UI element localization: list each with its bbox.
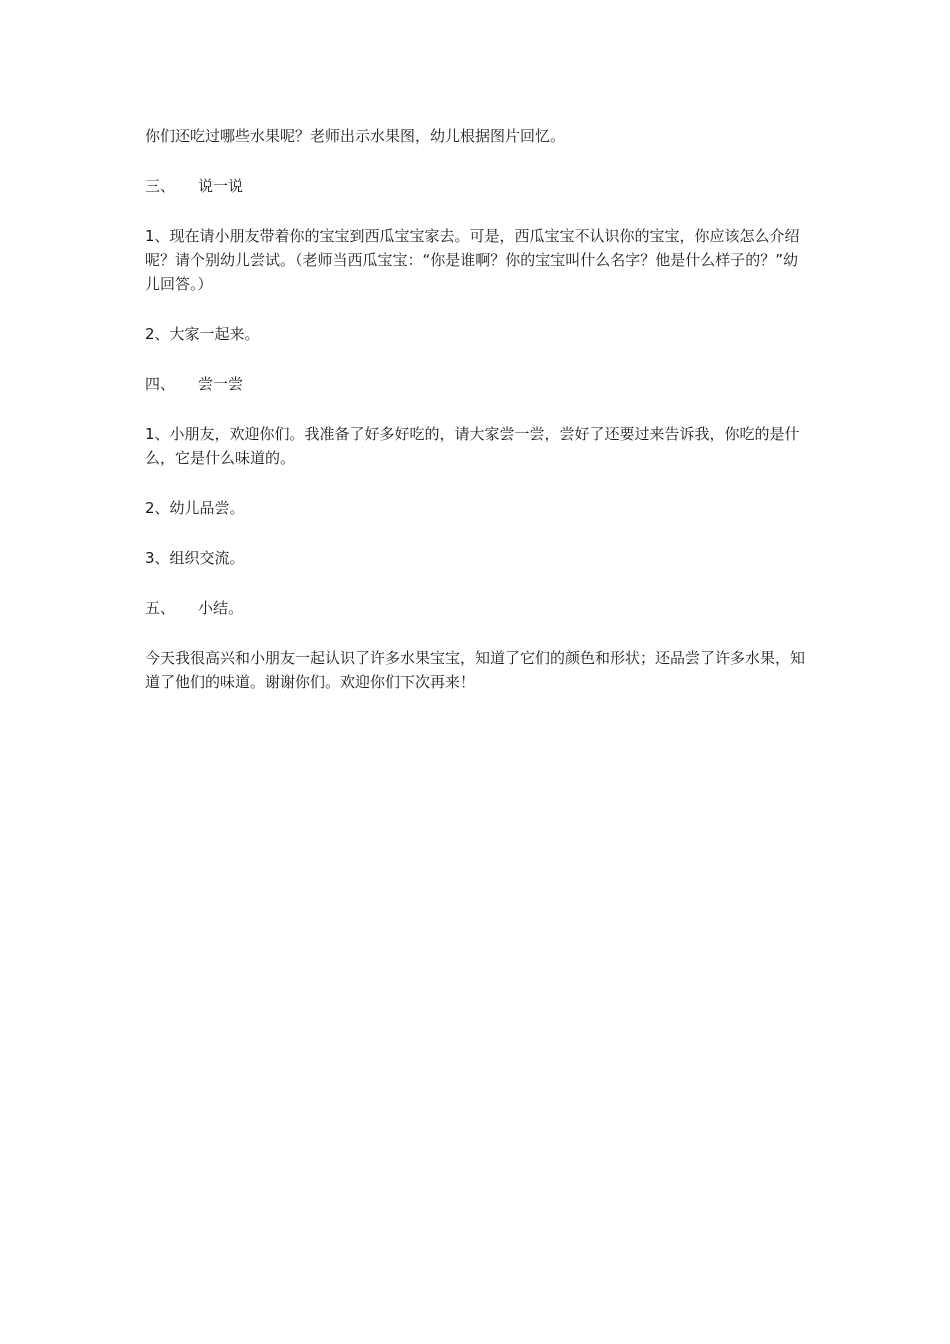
section-heading-5 bbox=[145, 596, 810, 620]
section-number: 四、 bbox=[145, 375, 176, 393]
paragraph-organize-exchange: 3、组织交流。 bbox=[145, 549, 245, 567]
paragraph-children-taste: 2、幼儿品尝。 bbox=[145, 499, 245, 517]
document-body bbox=[145, 124, 810, 720]
section-number: 三、 bbox=[145, 177, 176, 195]
section-number: 五、 bbox=[145, 599, 176, 617]
section-title: 说一说 bbox=[198, 177, 244, 195]
paragraph-together: 2、大家一起来。 bbox=[145, 325, 260, 343]
paragraph-summary: 今天我很高兴和小朋友一起认识了许多水果宝宝，知道了它们的颜色和形状；还品尝了许多水果，知道了他们的味道。谢谢你们。欢迎你们下次再来！ bbox=[145, 649, 806, 691]
section-title: 尝一尝 bbox=[198, 375, 244, 393]
paragraph-introduce-baby: 1、现在请小朋友带着你的宝宝到西瓜宝宝家去。可是，西瓜宝宝不认识你的宝宝，你应该怎么介绍呢？请个别幼儿尝试。（老师当西瓜宝宝：“你是谁啊？你的宝宝叫什么名字？他是什么样子的？”幼儿回答。） bbox=[145, 227, 800, 293]
section-heading-4 bbox=[145, 372, 810, 396]
section-title: 小结。 bbox=[198, 599, 244, 617]
paragraph-fruit-recall: 你们还吃过哪些水果呢？老师出示水果图，幼儿根据图片回忆。 bbox=[145, 127, 566, 145]
paragraph-welcome-taste: 1、小朋友，欢迎你们。我准备了好多好吃的，请大家尝一尝，尝好了还要过来告诉我，你吃的是什么，它是什么味道的。 bbox=[145, 425, 800, 467]
section-heading-3 bbox=[145, 174, 810, 198]
